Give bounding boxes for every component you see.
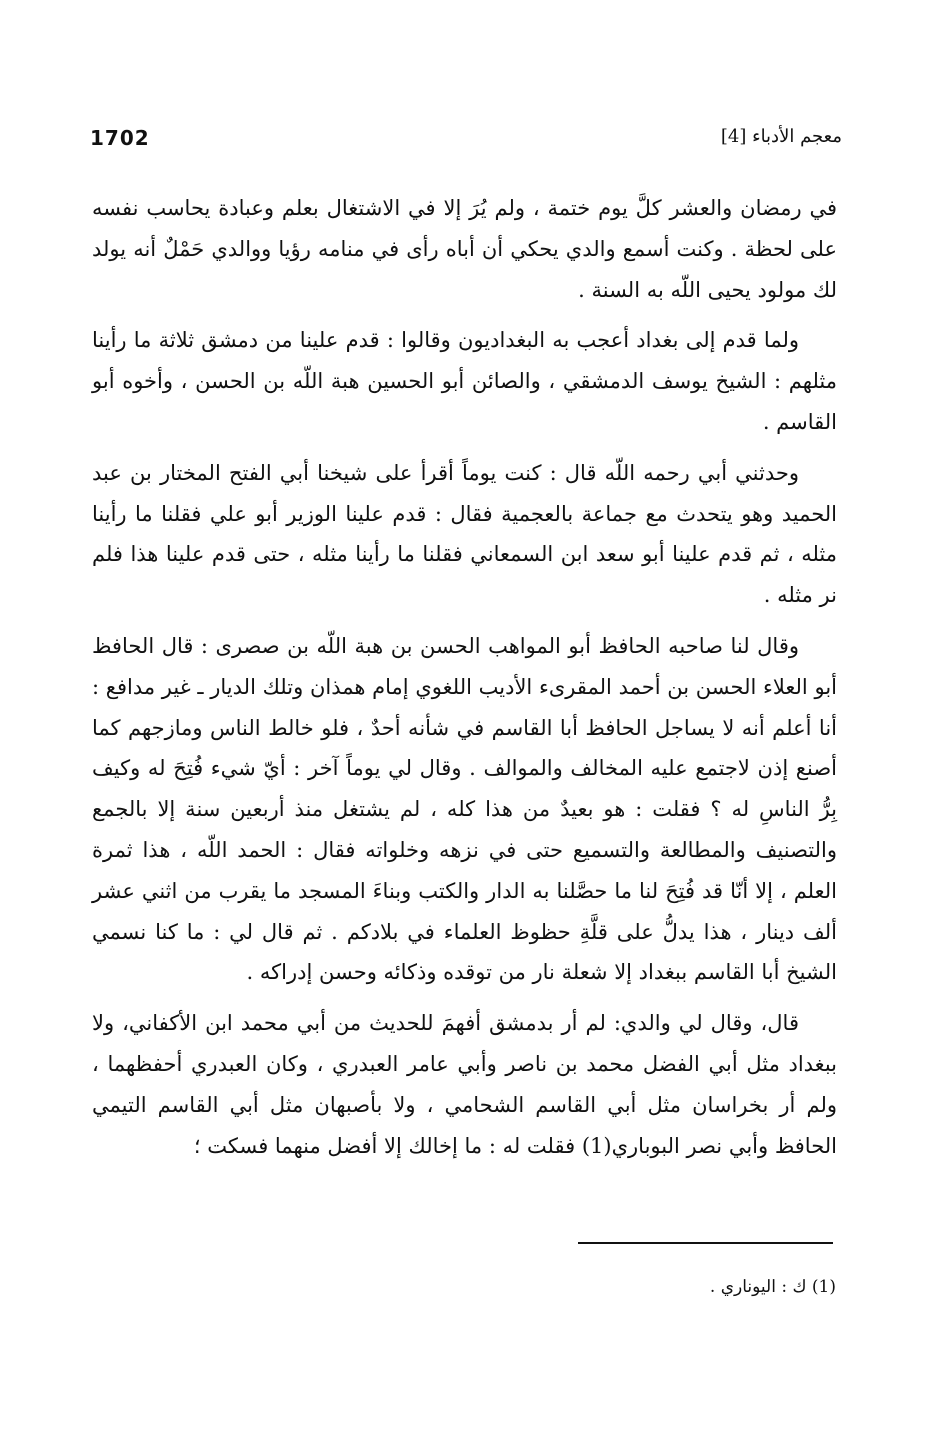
footnote: (1) ك : اليوناري . [709,1277,836,1297]
page-header [90,118,842,158]
footnote-divider [578,1242,833,1244]
running-title: معجم الأدباء [4] [720,126,842,147]
page-number: 1702 [90,126,150,150]
paragraph: قال، وقال لي والدي: لم أر بدمشق أفهمَ للحديث من أبي محمد ابن الأكفاني، ولا ببغداد مثل أبي الفضل محمد بن ناصر وأبي عامر العبدري ، وكان العبدري أحفظهما ، ولم أر بخراسان مثل أبي القاسم الشحامي ، ولا بأصبهان مثل أبي القاسم التيمي الحافظ وأبي نصر البوباري(1) فقلت له : ما إخالك إلا أفضل منهما فسكت ؛ [92,1011,837,1158]
paragraph: في رمضان والعشر كلَّ يوم ختمة ، ولم يُرَ إلا في الاشتغال بعلم وعبادة يحاسب نفسه على لحظة . وكنت أسمع والدي يحكي أن أباه رأى في منامه رؤيا ووالدي حَمْلٌ أنه يولد لك مولود يحيى اللّه به السنة . [92,196,837,302]
paragraph: وقال لنا صاحبه الحافظ أبو المواهب الحسن بن هبة اللّه بن صصرى : قال الحافظ أبو العلاء الحسن بن أحمد المقرىء الأديب اللغوي إمام همذان وتلك الديار ـ غير مدافع : أنا أعلم أنه لا يساجل الحافظ أبا القاسم في شأنه أحدٌ ، فلو خالط الناس ومازجهم كما أصنع إذن لاجتمع عليه المخالف والموالف . وقال لي يوماً آخر : أيّ شيء فُتِحَ له وكيف بِرُّ الناسِ له ؟ فقلت : هو بعيدٌ من هذا كله ، لم يشتغل منذ أربعين سنة إلا بالجمع والتصنيف والمطالعة والتسميع حتى في نزهه وخلواته فقال : الحمد اللّه ، هذا ثمرة العلم ، إلا أنّا قد فُتِحَ لنا ما حصَّلنا به الدار والكتب وبناءَ المسجد ما يقرب من اثني عشر ألف دينار ، هذا يدلُّ على قلَّةِ حظوظ العلماء في بلادكم . ثم قال لي : ما كنا نسمي الشيخ أبا القاسم ببغداد إلا شعلة نار من توقده وذكائه وحسن إدراكه . [92,633,838,985]
main-text [92,188,837,1176]
paragraph: ولما قدم إلى بغداد أعجب به البغداديون وقالوا : قدم علينا من دمشق ثلاثة ما رأينا مثلهم : الشيخ يوسف الدمشقي ، والصائن أبو الحسين هبة اللّه بن الحسن ، وأخوه أبو القاسم . [92,328,837,434]
paragraph: وحدثني أبي رحمه اللّه قال : كنت يوماً أقرأ على شيخنا أبي الفتح المختار بن عبد الحميد وهو يتحدث مع جماعة بالعجمية فقال : قدم علينا الوزير أبو علي فقلنا ما رأينا مثله ، ثم قدم علينا أبو سعد ابن السمعاني فقلنا ما رأينا مثله ، حتى قدم علينا هذا فلم نر مثله . [92,460,837,608]
